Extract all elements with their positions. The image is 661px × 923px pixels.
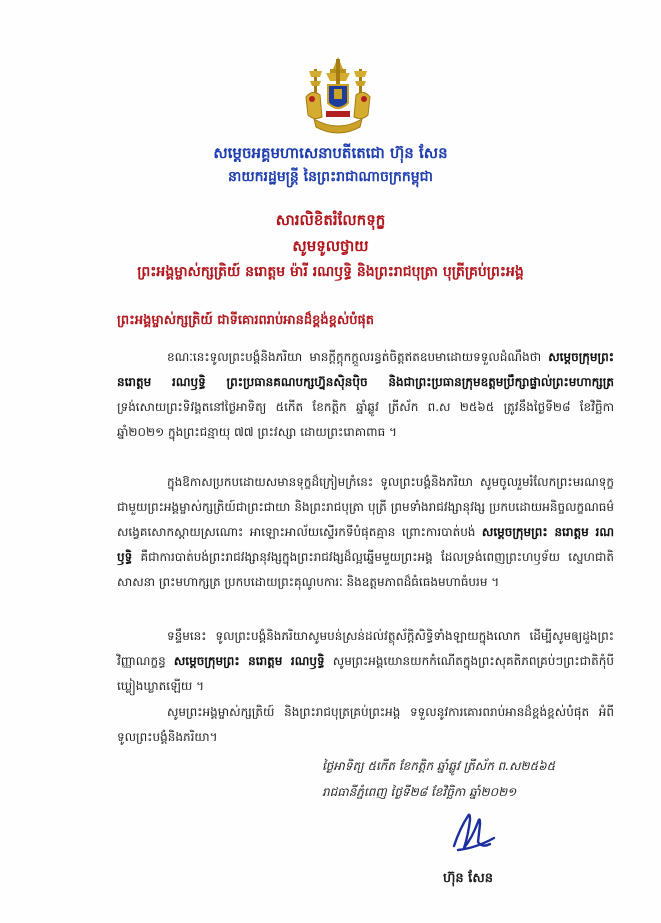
paragraph-2-text: ក្នុងឱកាសប្រកបដោយសមានទុក្ខដ៏ក្រៀមក្រំនេះ ទូលព្រះបង្គំនិងភរិយា សូមចូលរួមរំលែកព្រះមរណទុក្ខជាមួយព្រះអង្គម្ចាស់ក្សត្រិយ៍ជាព្រះជាយា និងព្រះរាជបុត្រា បុត្រី ព្រមទាំងរាជវង្សានុវង្ស ប្រកបដោយអនិច្ចលក្ខណធម៌ សង្វេគសោកស្តាយស្រណោះ អាឡោះអាល័យស្ទើរកទីបំផុតគ្មាន ព្រោះការបាត់បង់ [117,475,614,539]
royal-emblem-icon [300,55,376,137]
paragraph-2 [117,470,614,622]
signer-name: ហ៊ុន សែន [443,871,493,886]
paragraph-2-highlight: សម្តេចក្រុមព្រះ នរោត្តម រណឫទ្ធិ [117,525,614,564]
letter-title: សារលិខិតរំលែកទុក្ខ [275,211,386,229]
sender-name: សម្តេចអគ្គមហាសេនាបតីតេជោ ហ៊ុន សែន [213,144,448,162]
paragraph-1-text-end: ទ្រង់សោយព្រះទិវង្គតនៅថ្ងៃអាទិត្យ ៥កើត ខែកត្តិក ឆ្នាំឆ្លូវ ត្រីស័ក ព.ស ២៥៦៥ ត្រូវនឹងថ្ងៃទី២៨ ខែវិច្ឆិកា ឆ្នាំ២០២១ ក្នុងព្រះជន្មាយុ ៧៧ ព្រះវស្សា ដោយព្រះរោគាពាធ ។ [117,400,614,439]
paragraph-1-text: ខណៈនេះទូលព្រះបង្គំនិងភរិយា មានក្តីក្តុកក្តួលរន្ធត់ចិត្តឥតឧបមាដោយទទួលដំណឹងថា [167,350,542,364]
paragraph-4-text: សូមព្រះអង្គម្ចាស់ក្សត្រិយ៍ និងព្រះរាជបុត្រគ្រប់ព្រះអង្គ ទទួលនូវការគោរពរាប់អានដ៏ខ្ពង់ខ្ពស់បំផុត អំពីទូលព្រះបង្គំនិងភរិយា។ [117,705,614,744]
paragraph-3-text-end: សូមព្រះអង្គយោនយកកំណើតក្នុងព្រះសុគតិភពគ្រប់ៗព្រះជាតិកុំបីឃ្លៀងឃ្លាតឡើយ ។ [117,654,614,693]
letter-subtitle: សូមទូលថ្វាយ [292,237,369,255]
paragraph-3-text: ទន្ទឹមនេះ ទូលព្រះបង្គំនិងភរិយាសូមបន់ស្រន់ដល់វត្ថុស័ក្តិសិទ្ធិទាំងឡាយក្នុងលោក ដើម្បីសូមឲ្យដួងព្រះវិញ្ញាណក្ខន្ធ [117,629,614,668]
paragraph-2-text-end: គឺជាការបាត់បង់ព្រះរាជវង្សានុវង្សក្នុងព្រះរាជវង្សដ៏ល្អឆ្នើមមួយព្រះអង្គ ដែលទ្រង់ពេញព្រះហឫទ័យ ស្នេហជាតិ សាសនា ព្រះមហាក្សត្រ ប្រកបដោយព្រះគុណូបការៈ និងឧត្តមភាពដ៏ធំធេងមហាធំបរម ។ [117,550,614,589]
sender-position: នាយករដ្ឋមន្ត្រី នៃព្រះរាជាណាចក្រកម្ពុជា [227,169,434,185]
paragraph-1-highlight: សម្តេចក្រុមព្រះ នរោត្តម រណឫទ្ធិ ព្រះប្រធានគណបក្សហ្វ៊ុនស៊ិនប៉ិច និងជាព្រះប្រធានក្រុមឧត្តមប្រឹក្សាផ្ទាល់ព្រះមហាក្សត្រ [117,350,614,389]
date-solar: រាជធានីភ្នំពេញ ថ្ងៃទី២៨ ខែវិច្ឆិកា ឆ្នាំ២០២១ [322,785,517,799]
paragraph-1 [117,345,614,465]
letter-recipient: ព្រះអង្គម្ចាស់ក្សត្រិយ៍ នរោត្តម ម៉ារី រណឫទ្ធិ និងព្រះរាជបុត្រា បុត្រីគ្រប់ព្រះអង្គ [137,264,524,280]
signature-icon [448,808,498,856]
paragraph-3-highlight: សម្តេចក្រុមព្រះ នរោត្តម រណឫទ្ធិ [173,654,325,668]
paragraph-3 [117,624,614,699]
salutation: ព្រះអង្គម្ចាស់ក្សត្រិយ៍ ជាទីគោរពរាប់អានដ៏ខ្ពង់ខ្ពស់បំផុត [117,313,375,328]
paragraph-4 [117,700,614,748]
date-lunar: ថ្ងៃអាទិត្យ ៥កើត ខែកត្តិក ឆ្នាំឆ្លូវ ត្រីស័ក ព.ស២៥៦៥ [322,759,556,773]
